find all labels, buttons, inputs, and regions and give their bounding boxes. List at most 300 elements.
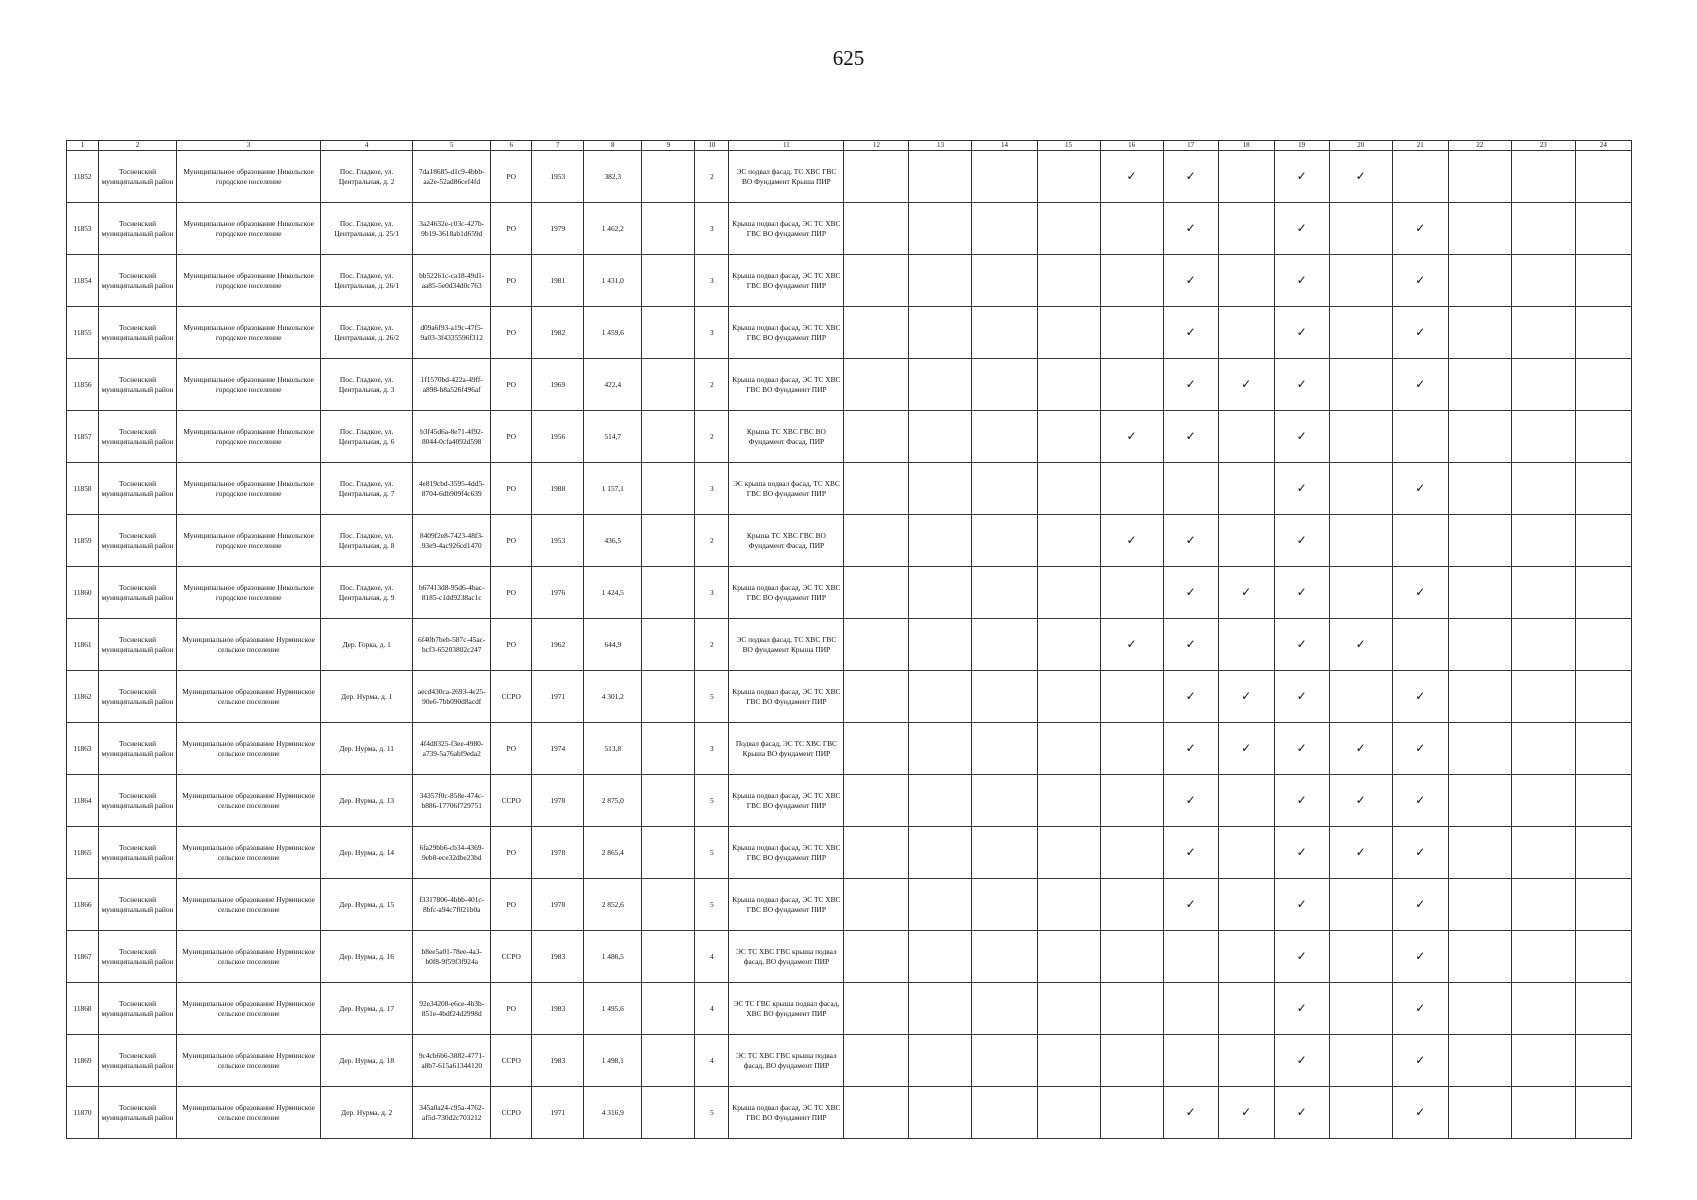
check-mark: ✓ [1274, 567, 1329, 619]
works-cell: ЭС ТС ГВС крыша подвал фасад, ХВС ВО фундамент ПИР [729, 983, 844, 1035]
floors-cell: 2 [695, 619, 729, 671]
check-mark: ✓ [1274, 619, 1329, 671]
area-cell: 382,3 [584, 151, 642, 203]
empty-cell [1218, 983, 1274, 1035]
floors-cell: 2 [695, 515, 729, 567]
area-cell: 1 424,5 [584, 567, 642, 619]
address-cell: Пос. Гладкое, ул. Центральная, д. 8 [321, 515, 413, 567]
district-cell: Тосненский муниципальный район [99, 827, 177, 879]
empty-cell [1575, 879, 1631, 931]
table-row [67, 931, 1632, 983]
table-row [67, 879, 1632, 931]
municipality-cell: Муниципальное образование Никольское городское поселение [177, 151, 321, 203]
ownership-type-cell: РО [491, 411, 532, 463]
empty-cell [642, 151, 695, 203]
empty-cell [1511, 255, 1575, 307]
empty-cell [1511, 411, 1575, 463]
check-mark: ✓ [1163, 307, 1218, 359]
empty-cell [1448, 879, 1511, 931]
empty-cell [1329, 359, 1392, 411]
check-mark: ✓ [1274, 151, 1329, 203]
empty-cell [1575, 775, 1631, 827]
empty-cell [844, 983, 909, 1035]
empty-cell [1100, 775, 1163, 827]
address-cell: Пос. Гладкое, ул. Центральная, д. 6 [321, 411, 413, 463]
address-cell: Дер. Горка, д. 1 [321, 619, 413, 671]
empty-cell [1037, 1087, 1100, 1139]
works-cell: ЭС подвал фасад, ТС ХВС ГВС ВО Фундамент Крыша ПИР [729, 151, 844, 203]
empty-cell [1329, 515, 1392, 567]
floors-cell: 5 [695, 671, 729, 723]
empty-cell [1511, 1035, 1575, 1087]
area-cell: 1 495,6 [584, 983, 642, 1035]
empty-cell [1575, 151, 1631, 203]
works-cell: Подвал фасад, ЭС ТС ХВС ГВС Крыша ВО фундамент ПИР [729, 723, 844, 775]
empty-cell [1163, 463, 1218, 515]
empty-cell [642, 983, 695, 1035]
address-cell: Дер. Нурма, д. 18 [321, 1035, 413, 1087]
row-number-cell: 11864 [67, 775, 99, 827]
year-cell: 1956 [532, 411, 584, 463]
area-cell: 1 459,6 [584, 307, 642, 359]
table-row [67, 515, 1632, 567]
empty-cell [1448, 151, 1511, 203]
empty-cell [1511, 775, 1575, 827]
row-number-cell: 11859 [67, 515, 99, 567]
empty-cell [1448, 307, 1511, 359]
table-row [67, 723, 1632, 775]
check-mark: ✓ [1274, 411, 1329, 463]
year-cell: 1953 [532, 151, 584, 203]
empty-cell [1037, 723, 1100, 775]
check-mark: ✓ [1392, 463, 1448, 515]
guid-cell: 92e34208-e6ce-4b3b-851e-4bdf24d2998d [413, 983, 491, 1035]
empty-cell [1100, 567, 1163, 619]
district-cell: Тосненский муниципальный район [99, 463, 177, 515]
check-mark: ✓ [1163, 411, 1218, 463]
area-cell: 2 865,4 [584, 827, 642, 879]
municipality-cell: Муниципальное образование Никольское городское поселение [177, 359, 321, 411]
district-cell: Тосненский муниципальный район [99, 619, 177, 671]
empty-cell [1392, 515, 1448, 567]
check-mark: ✓ [1100, 515, 1163, 567]
guid-cell: 345a0a24-c95a-4762-af5d-730d2c703212 [413, 1087, 491, 1139]
empty-cell [642, 567, 695, 619]
check-mark: ✓ [1274, 983, 1329, 1035]
row-number-cell: 11853 [67, 203, 99, 255]
works-cell: ЭС крыша подвал фасад, ТС ХВС ГВС ВО фундамент ПИР [729, 463, 844, 515]
empty-cell [1575, 1035, 1631, 1087]
empty-cell [844, 515, 909, 567]
address-cell: Пос. Гладкое, ул. Центральная, д. 26/1 [321, 255, 413, 307]
empty-cell [844, 1087, 909, 1139]
empty-cell [1329, 203, 1392, 255]
empty-cell [1037, 983, 1100, 1035]
district-cell: Тосненский муниципальный район [99, 307, 177, 359]
check-mark: ✓ [1163, 203, 1218, 255]
floors-cell: 3 [695, 567, 729, 619]
check-mark: ✓ [1274, 723, 1329, 775]
floors-cell: 3 [695, 723, 729, 775]
empty-cell [1037, 619, 1100, 671]
empty-cell [909, 671, 972, 723]
guid-cell: 34357f0c-858e-474c-b886-17706f729751 [413, 775, 491, 827]
empty-cell [844, 827, 909, 879]
header-row [67, 141, 1632, 151]
floors-cell: 3 [695, 307, 729, 359]
works-cell: Крыша подвал фасад, ЭС ТС ХВС ГВС ВО фундамент ПИР [729, 307, 844, 359]
ownership-type-cell: РО [491, 827, 532, 879]
check-mark: ✓ [1329, 775, 1392, 827]
municipality-cell: Муниципальное образование Нурминское сельское поселение [177, 671, 321, 723]
district-cell: Тосненский муниципальный район [99, 359, 177, 411]
floors-cell: 3 [695, 463, 729, 515]
column-header: 4 [321, 141, 413, 151]
column-header: 9 [642, 141, 695, 151]
guid-cell: 4e819cbd-3595-4dd5-8704-6db909f4c639 [413, 463, 491, 515]
empty-cell [909, 775, 972, 827]
area-cell: 2 875,0 [584, 775, 642, 827]
check-mark: ✓ [1274, 515, 1329, 567]
check-mark: ✓ [1163, 151, 1218, 203]
empty-cell [642, 827, 695, 879]
empty-cell [1218, 1035, 1274, 1087]
empty-cell [1575, 931, 1631, 983]
empty-cell [1163, 931, 1218, 983]
empty-cell [1511, 359, 1575, 411]
district-cell: Тосненский муниципальный район [99, 723, 177, 775]
empty-cell [642, 463, 695, 515]
empty-cell [1575, 307, 1631, 359]
district-cell: Тосненский муниципальный район [99, 411, 177, 463]
address-cell: Дер. Нурма, д. 11 [321, 723, 413, 775]
column-header: 6 [491, 141, 532, 151]
works-cell: ЭС ТС ХВС ГВС крыша подвал фасад, ВО фундамент ПИР [729, 1035, 844, 1087]
address-cell: Дер. Нурма, д. 14 [321, 827, 413, 879]
empty-cell [1448, 723, 1511, 775]
empty-cell [642, 723, 695, 775]
empty-cell [1511, 671, 1575, 723]
ownership-type-cell: СCPO [491, 1035, 532, 1087]
works-cell: Крыша подвал фасад, ЭС ТС ХВС ГВС ВО фундамент ПИР [729, 827, 844, 879]
check-mark: ✓ [1163, 619, 1218, 671]
empty-cell [972, 515, 1037, 567]
year-cell: 1983 [532, 931, 584, 983]
guid-cell: 3a24632e-c03c-427b-9b19-3618ab1d659d [413, 203, 491, 255]
empty-cell [1575, 1087, 1631, 1139]
empty-cell [1218, 255, 1274, 307]
check-mark: ✓ [1218, 359, 1274, 411]
empty-cell [909, 879, 972, 931]
empty-cell [844, 463, 909, 515]
empty-cell [844, 307, 909, 359]
empty-cell [1392, 411, 1448, 463]
table-row [67, 1087, 1632, 1139]
empty-cell [1448, 619, 1511, 671]
check-mark: ✓ [1274, 307, 1329, 359]
district-cell: Тосненский муниципальный район [99, 879, 177, 931]
empty-cell [972, 619, 1037, 671]
address-cell: Пос. Гладкое, ул. Центральная, д. 7 [321, 463, 413, 515]
empty-cell [844, 879, 909, 931]
check-mark: ✓ [1392, 723, 1448, 775]
empty-cell [1037, 307, 1100, 359]
district-cell: Тосненский муниципальный район [99, 203, 177, 255]
empty-cell [1329, 1087, 1392, 1139]
check-mark: ✓ [1218, 723, 1274, 775]
row-number-cell: 11868 [67, 983, 99, 1035]
empty-cell [1329, 931, 1392, 983]
year-cell: 1981 [532, 255, 584, 307]
empty-cell [642, 255, 695, 307]
column-header: 11 [729, 141, 844, 151]
check-mark: ✓ [1392, 931, 1448, 983]
empty-cell [844, 411, 909, 463]
empty-cell [972, 1087, 1037, 1139]
empty-cell [1100, 1035, 1163, 1087]
ownership-type-cell: РО [491, 151, 532, 203]
empty-cell [642, 203, 695, 255]
district-cell: Тосненский муниципальный район [99, 1035, 177, 1087]
column-header: 7 [532, 141, 584, 151]
works-cell: Крыша подвал фасад, ЭС ТС ХВС ГВС ВО Фундамент ПИР [729, 671, 844, 723]
empty-cell [642, 359, 695, 411]
empty-cell [1100, 879, 1163, 931]
empty-cell [972, 983, 1037, 1035]
guid-cell: 7da18685-d1c9-4bbb-aa2e-52ad86cef4fd [413, 151, 491, 203]
empty-cell [909, 255, 972, 307]
empty-cell [1575, 671, 1631, 723]
empty-cell [1575, 463, 1631, 515]
column-header: 3 [177, 141, 321, 151]
empty-cell [1037, 359, 1100, 411]
column-header: 24 [1575, 141, 1631, 151]
row-number-cell: 11856 [67, 359, 99, 411]
register-body [67, 141, 1632, 1139]
empty-cell [909, 931, 972, 983]
empty-cell [1218, 931, 1274, 983]
empty-cell [642, 515, 695, 567]
works-cell: ЭС ТС ХВС ГВС крыша подвал фасад, ВО фундамент ПИР [729, 931, 844, 983]
empty-cell [844, 203, 909, 255]
year-cell: 1983 [532, 983, 584, 1035]
empty-cell [909, 723, 972, 775]
check-mark: ✓ [1274, 931, 1329, 983]
column-header: 16 [1100, 141, 1163, 151]
works-cell: Крыша подвал фасад, ЭС ТС ХВС ГВС ВО фундамент ПИР [729, 775, 844, 827]
empty-cell [1575, 359, 1631, 411]
address-cell: Дер. Нурма, д. 16 [321, 931, 413, 983]
check-mark: ✓ [1392, 879, 1448, 931]
column-header: 14 [972, 141, 1037, 151]
empty-cell [642, 307, 695, 359]
check-mark: ✓ [1392, 1087, 1448, 1139]
empty-cell [972, 151, 1037, 203]
empty-cell [1511, 723, 1575, 775]
district-cell: Тосненский муниципальный район [99, 567, 177, 619]
empty-cell [642, 619, 695, 671]
empty-cell [1218, 307, 1274, 359]
empty-cell [1163, 983, 1218, 1035]
municipality-cell: Муниципальное образование Нурминское сельское поселение [177, 775, 321, 827]
empty-cell [1218, 879, 1274, 931]
check-mark: ✓ [1218, 567, 1274, 619]
column-header: 12 [844, 141, 909, 151]
table-row [67, 411, 1632, 463]
ownership-type-cell: РО [491, 463, 532, 515]
empty-cell [1037, 931, 1100, 983]
empty-cell [844, 567, 909, 619]
guid-cell: bb52261c-ca18-49d1-aa85-5e0d34d0c763 [413, 255, 491, 307]
row-number-cell: 11865 [67, 827, 99, 879]
empty-cell [844, 723, 909, 775]
empty-cell [1511, 567, 1575, 619]
table-row [67, 775, 1632, 827]
address-cell: Дер. Нурма, д. 2 [321, 1087, 413, 1139]
empty-cell [1511, 983, 1575, 1035]
check-mark: ✓ [1163, 775, 1218, 827]
guid-cell: 1f1570bd-422a-49ff-a898-b8a526f496af [413, 359, 491, 411]
row-number-cell: 11863 [67, 723, 99, 775]
floors-cell: 5 [695, 1087, 729, 1139]
works-cell: ЭС подвал фасад, ТС ХВС ГВС ВО фундамент Крыша ПИР [729, 619, 844, 671]
column-header: 19 [1274, 141, 1329, 151]
table-row [67, 567, 1632, 619]
check-mark: ✓ [1274, 879, 1329, 931]
empty-cell [1037, 203, 1100, 255]
address-cell: Пос. Гладкое, ул. Центральная, д. 9 [321, 567, 413, 619]
column-header: 15 [1037, 141, 1100, 151]
empty-cell [1329, 671, 1392, 723]
column-header: 21 [1392, 141, 1448, 151]
municipality-cell: Муниципальное образование Никольское городское поселение [177, 463, 321, 515]
column-header: 20 [1329, 141, 1392, 151]
ownership-type-cell: РО [491, 203, 532, 255]
empty-cell [1037, 515, 1100, 567]
check-mark: ✓ [1392, 359, 1448, 411]
row-number-cell: 11860 [67, 567, 99, 619]
empty-cell [1448, 411, 1511, 463]
empty-cell [1218, 619, 1274, 671]
empty-cell [909, 515, 972, 567]
floors-cell: 5 [695, 827, 729, 879]
address-cell: Дер. Нурма, д. 15 [321, 879, 413, 931]
empty-cell [1100, 983, 1163, 1035]
empty-cell [1575, 983, 1631, 1035]
works-cell: Крыша подвал фасад, ЭС ТС ХВС ГВС ВО фундамент ПИР [729, 255, 844, 307]
empty-cell [1218, 463, 1274, 515]
check-mark: ✓ [1163, 879, 1218, 931]
guid-cell: d09a6f93-a19c-47f5-9a03-3f4335596f312 [413, 307, 491, 359]
table-row [67, 203, 1632, 255]
row-number-cell: 11861 [67, 619, 99, 671]
floors-cell: 3 [695, 203, 729, 255]
empty-cell [909, 1087, 972, 1139]
empty-cell [909, 1035, 972, 1087]
empty-cell [642, 879, 695, 931]
district-cell: Тосненский муниципальный район [99, 1087, 177, 1139]
column-header: 2 [99, 141, 177, 151]
empty-cell [1100, 463, 1163, 515]
column-header: 5 [413, 141, 491, 151]
empty-cell [972, 307, 1037, 359]
year-cell: 1979 [532, 203, 584, 255]
empty-cell [844, 671, 909, 723]
empty-cell [1329, 307, 1392, 359]
column-header: 8 [584, 141, 642, 151]
empty-cell [1448, 1035, 1511, 1087]
empty-cell [642, 671, 695, 723]
column-header: 23 [1511, 141, 1575, 151]
year-cell: 1978 [532, 827, 584, 879]
empty-cell [909, 463, 972, 515]
row-number-cell: 11854 [67, 255, 99, 307]
ownership-type-cell: РО [491, 515, 532, 567]
floors-cell: 2 [695, 411, 729, 463]
empty-cell [972, 411, 1037, 463]
guid-cell: 9c4cb6b6-3882-4771-a8b7-615a61344120 [413, 1035, 491, 1087]
ownership-type-cell: РО [491, 567, 532, 619]
municipality-cell: Муниципальное образование Нурминское сельское поселение [177, 879, 321, 931]
check-mark: ✓ [1218, 1087, 1274, 1139]
empty-cell [1511, 619, 1575, 671]
check-mark: ✓ [1163, 827, 1218, 879]
check-mark: ✓ [1392, 671, 1448, 723]
municipality-cell: Муниципальное образование Никольское городское поселение [177, 411, 321, 463]
page-number: 625 [832, 46, 865, 70]
empty-cell [1037, 463, 1100, 515]
empty-cell [1511, 827, 1575, 879]
empty-cell [1575, 515, 1631, 567]
check-mark: ✓ [1392, 567, 1448, 619]
guid-cell: b67413d8-95d6-4bac-8185-c1dd9238ac1c [413, 567, 491, 619]
empty-cell [1448, 983, 1511, 1035]
ownership-type-cell: СCPO [491, 1087, 532, 1139]
empty-cell [844, 255, 909, 307]
empty-cell [972, 931, 1037, 983]
address-cell: Пос. Гладкое, ул. Центральная, д. 2 [321, 151, 413, 203]
empty-cell [1100, 1087, 1163, 1139]
empty-cell [1329, 879, 1392, 931]
empty-cell [1037, 1035, 1100, 1087]
empty-cell [1329, 567, 1392, 619]
column-header: 1 [67, 141, 99, 151]
empty-cell [1448, 515, 1511, 567]
floors-cell: 2 [695, 151, 729, 203]
works-cell: Крыша ТС ХВС ГВС ВО Фундамент Фасад, ПИР [729, 411, 844, 463]
year-cell: 1971 [532, 671, 584, 723]
row-number-cell: 11870 [67, 1087, 99, 1139]
empty-cell [642, 1035, 695, 1087]
check-mark: ✓ [1329, 151, 1392, 203]
guid-cell: f3317806-4bbb-401c-8bfc-a94c7f021b0a [413, 879, 491, 931]
column-header: 17 [1163, 141, 1218, 151]
empty-cell [909, 983, 972, 1035]
area-cell: 4 316,9 [584, 1087, 642, 1139]
municipality-cell: Муниципальное образование Никольское городское поселение [177, 567, 321, 619]
empty-cell [1037, 827, 1100, 879]
check-mark: ✓ [1392, 1035, 1448, 1087]
check-mark: ✓ [1163, 1087, 1218, 1139]
empty-cell [1100, 359, 1163, 411]
empty-cell [1511, 879, 1575, 931]
empty-cell [1448, 463, 1511, 515]
empty-cell [1511, 1087, 1575, 1139]
empty-cell [1100, 203, 1163, 255]
empty-cell [1100, 307, 1163, 359]
area-cell: 1 498,1 [584, 1035, 642, 1087]
table-row [67, 359, 1632, 411]
